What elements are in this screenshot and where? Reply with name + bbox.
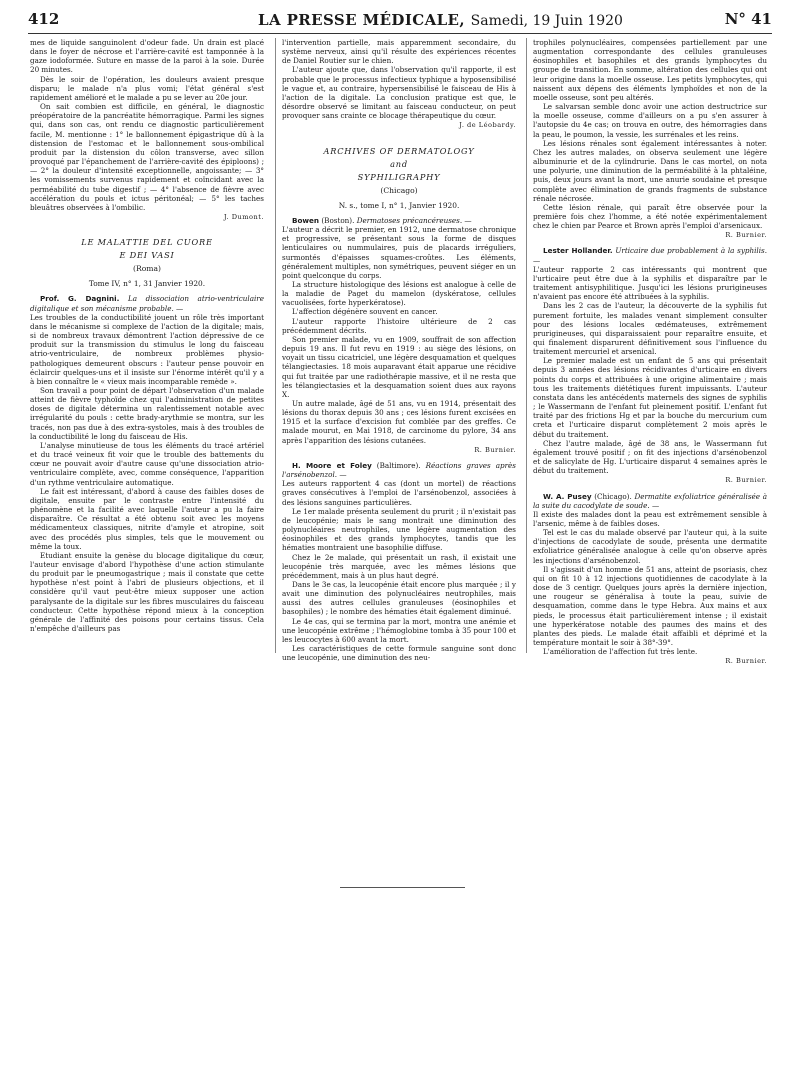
signature: R. Burnier. xyxy=(725,231,767,240)
signature: R. Burnier. xyxy=(725,476,767,485)
column-1 xyxy=(30,38,264,633)
issue-line: Tome IV, n° 1, 31 Janvier 1920. xyxy=(88,279,206,289)
signature: J. de Léobardy. xyxy=(459,121,516,130)
page-header xyxy=(28,10,772,30)
closing-rule xyxy=(340,887,465,888)
issue-number: N° 41 xyxy=(724,10,772,28)
paragraph: mes de liquide sanguinolent d'odeur fade. Un drain est placé dans le foyer de nécrose et l'arrière-cavité est tamponnée à la gaze iodoformée. Suture en masse de la paroi à la soie. Durée 20 minutes. xyxy=(30,38,264,75)
signature: R. Burnier. xyxy=(474,445,516,454)
journal-title xyxy=(258,11,623,29)
section-title xyxy=(282,145,516,184)
article-title: Réactions graves après l'arsénobenzol. xyxy=(282,460,516,480)
article-title: Urticaire due probablement à la syphilis. xyxy=(615,246,767,256)
article-heading: Bowen (Boston). Dermatoses précancéreuses. — xyxy=(292,215,472,225)
section-title-and: and xyxy=(390,158,408,169)
column-divider-2 xyxy=(526,38,527,653)
paragraph: L'auteur rapporte 2 cas intéressants qui montrent que l'urticaire peut être due à la syphilis et disparaître par le traitement antisyphilitique. Jusqu'ici les lésions prurigineuses n'avaient pas encore été attribuées à la syphilis. xyxy=(533,264,767,302)
signature: J. Dumont. xyxy=(223,212,264,221)
article-author: Prof. G. Dagnini. xyxy=(40,294,120,304)
section-title xyxy=(30,236,264,262)
paragraph: La structure histologique des lésions est analogue à celle de la maladie de Paget du mamelon (dyskératose, cellules vacuolisées, forte hyperkératose). xyxy=(282,279,516,308)
paragraph: L'auteur a décrit le premier, en 1912, une dermatose chronique et progressive, se présentant sous la forme de disques lenticulaires ou nummulaires, puis de placards irréguliers, surmontés d'épaisses squames-croûtes. Les éléments, généralement multiples, non symétriques, peuvent siéger en un point quelconque du corps. xyxy=(282,225,516,280)
issue-line: N. s., tome I, n° 1, Janvier 1920. xyxy=(338,200,460,210)
article-heading: W. A. Pusey (Chicago). Dermatite exfoliatrice généralisée à la suite du cacodylate de soude. — xyxy=(533,491,767,510)
paragraph: Dans le 3e cas, la leucopénie était encore plus marquée ; il y avait une diminution des polynucléaires neutrophiles, mais aussi des autres cellules granuleuses (éosinophiles et basophiles) ; le nombre des hématies était également diminué. xyxy=(282,579,516,617)
paragraph: Le fait est intéressant, d'abord à cause des faibles doses de digitale, ensuite par le contraste entre l'intensité du phénomène et la facilité avec laquelle l'auteur a pu la faire disparaître. Ce résultat a été obtenu soit avec les moyens médicamenteux classiques, nitrite d'amyle et atropine, soit avec des procédés plus simples, tels que le mouvement ou même la toux. xyxy=(30,486,264,551)
paragraph: L'auteur rapporte l'histoire ultérieure de 2 cas précédemment décrits. xyxy=(282,316,516,335)
paragraph: Le salvarsan semble donc avoir une action destructrice sur la moelle osseuse, comme d'ailleurs on a pu s'en assurer à l'autopsie du 4e cas; on trouva en outre, des hémorragies dans la peau, le poumon, la vessie, les surrénales et les reins. xyxy=(533,102,767,139)
paragraph: Le 4e cas, qui se termina par la mort, montra une anémie et une leucopénie extrême ; l'hémoglobine tomba à 35 pour 100 et les leucocytes à 600 avant la mort. xyxy=(282,616,516,644)
article-title: Dermatite exfoliatrice généralisée à la suite du cacodylate de soude. xyxy=(533,491,767,510)
paragraph: Il s'agissait d'un homme de 51 ans, atteint de psoriasis, chez qui on fit 10 à 12 injections quotidiennes de cacodylate à la dose de 3 centigr. Quelques jours après la dernière injection, une rougeur se généralisa à toute la peau, suivie de desquamation, comme dans le type Hebra. Aux mains et aux pieds, le processus était particulièrement intense ; il existait une hyperkératose notable des paumes des mains et des plantes des pieds. Le malade était affaibli et déprimé et la température montait le soir à 38°-39°. xyxy=(533,564,767,647)
article-city: (Baltimore). xyxy=(376,460,421,470)
paragraph: L'auteur ajoute que, dans l'observation qu'il rapporte, il est probable que le processus infectieux typhique a hyposensibilisé le vague et, au contraire, hypersensibilisé le faisceau de His à l'action de la digitale. La conclusion pratique est que, le désordre observé se limitant au faisceau conducteur, on peut provoquer sans crainte ce blocage thérapeutique du cœur. xyxy=(282,65,516,121)
page-number: 412 xyxy=(28,10,60,28)
section-city: (Chicago) xyxy=(380,185,418,195)
paragraph: L'affection dégénère souvent en cancer. xyxy=(292,307,438,317)
article-title: La dissociation atrio-ventriculaire digitalique et son mécanisme probable. xyxy=(30,294,264,313)
journal-name: LA PRESSE MÉDICALE, xyxy=(258,11,466,29)
section-title-line: ARCHIVES OF DERMATOLOGY xyxy=(323,145,475,156)
paragraph: Le premier malade est un enfant de 5 ans qui présentait depuis 3 années des lésions récidivantes d'urticaire en divers points du corps et attribuées à une origine alimentaire ; mais tous les traitements diététiques furent impuissants. L'auteur constata dans les antécédents maternels des signes de syphilis ; le Wassermann de l'enfant fut pleinement positif. L'enfant fut traité par des frictions Hg et par la bouche du mercurium cum creta et l'urticaire disparut complètement 2 mois après le début du traitement. xyxy=(533,356,767,439)
article-city: (Boston). xyxy=(321,215,355,225)
column-2 xyxy=(282,38,516,662)
column-divider-1 xyxy=(275,38,276,653)
section-city: (Roma) xyxy=(133,264,161,274)
paragraph: L'amélioration de l'affection fut très lente. xyxy=(543,647,698,657)
paragraph: Etudiant ensuite la genèse du blocage digitalique du cœur, l'auteur envisage d'abord l'hypothèse d'une action stimulante du produit par le pneumogastrique ; mais il constate que cette hypothèse n'est point à l'abri de plusieurs objections, et il considère qu'il vaut peut-être mieux supposer une action paralysante de la digitale sur les fibres musculaires du faisceau conducteur. Cette hypothèse répond mieux à la conception générale de l'affinité des poisons pour certains tissus. Cela n'empêche d'ailleurs pas xyxy=(30,550,264,634)
article-heading: H. Moore et Foley (Baltimore). Réactions graves après l'arsénobenzol. — xyxy=(282,460,516,480)
section-title-line: LE MALATTIE DEL CUORE xyxy=(81,237,213,248)
paragraph: Dès le soir de l'opération, les douleurs avaient presque disparu; le malade n'a plus vomi; l'état général s'est rapidement amélioré et le malade a pu se lever au 20e jour. xyxy=(30,74,264,102)
paragraph: Les troubles de la conductibilité jouent un rôle très important dans le mécanisme si complexe de l'action de la digitale; mais, si de nombreux travaux démontrent l'action dépressive de ce produit sur la transmission du stimulus le long du faisceau atrio-ventriculaire, de nombreux problèmes physio-pathologiques demeurent obscurs : l'auteur pense pouvoir en éclaircir quelques-uns et il insiste sur l'énorme intérêt qu'il y a à bien connaître le « vieux mais incomparable remède ». xyxy=(30,312,264,386)
paragraph: Le 1er malade présenta seulement du prurit ; il n'existait pas de leucopénie; mais le sang montrait une diminution des polynucléaires neutrophiles, une légère augmentation des éosinophiles et des grands lymphocytes, tandis que les hématies montraient une basophilie diffuse. xyxy=(282,506,516,553)
section-title-line: SYPHILIGRAPHY xyxy=(357,171,441,182)
paragraph: Cette lésion rénale, qui paraît être observée pour la première fois chez l'homme, a été notée expérimentalement chez le chien par Pearce et Brown après l'emploi d'arsenicaux. xyxy=(533,202,767,231)
paragraph: Son premier malade, vu en 1909, souffrait de son affection depuis 19 ans. Il fut revu en 1919 : au siège des lésions, on voyait un tissu cicatriciel, une légère desquamation et quelques télangiectasies. 18 mois auparavant était apparue une récidive qui fut traitée par une radiothérapie massive, et il ne resta que les télangiectasies et la desquamation soient dues aux rayons X. xyxy=(282,334,516,399)
paragraph: l'intervention partielle, mais apparemment secondaire, du système nerveux, ainsi qu'il résulte des expériences récentes de Daniel Routier sur le chien. xyxy=(282,38,516,66)
paragraph: Les lésions rénales sont également intéressantes à noter. Chez les autres malades, on observa seulement une légère albuminurie et de la cylindrurie. Dans le cas mortel, on nota une polyurie, une diminution de la perméabilité à la phtaléine, puis, deux jours avant la mort, une anurie soudaine et presque complète avec élimination de grands fragments de substance rénale nécrosée. xyxy=(533,138,767,203)
article-author: Bowen xyxy=(292,215,320,225)
column-3 xyxy=(533,38,767,666)
article-heading: Lester Hollander. Urticaire due probablement à la syphilis. — xyxy=(533,246,767,265)
article-author: Lester Hollander. xyxy=(543,246,613,256)
paragraph: Chez l'autre malade, âgé de 38 ans, le Wassermann fut également trouvé positif ; on fit des injections d'arsénobenzol et de salicylate de Hg. L'urticaire disparut 4 semaines après le début du traitement. xyxy=(533,438,767,476)
article-city: (Chicago). xyxy=(594,491,632,501)
paragraph: L'analyse minutieuse de tous les éléments du tracé artériel et du tracé veineux fit voir que le trouble des battements du cœur ne pouvait avoir d'autre cause qu'une dissociation atrio-ventriculaire complète, avec, comme conséquence, l'apparition d'un rythme ventriculaire automatique. xyxy=(30,440,264,487)
paragraph: Il existe des malades dont la peau est extrêmement sensible à l'arsenic, même à de faibles doses. xyxy=(533,509,767,528)
paragraph: Un autre malade, âgé de 51 ans, vu en 1914, présentait des lésions du thorax depuis 30 ans ; ces lésions furent excisées en 1915 et la surface d'excision fut comblée par des greffes. Ce malade mourut, en Mai 1918, de carcinome du pylore, 34 ans après l'apparition des lésions cutanées. xyxy=(282,399,516,445)
article-author: W. A. Pusey xyxy=(543,491,592,501)
article-title: Dermatoses précancéreuses. xyxy=(356,215,463,225)
paragraph: On sait combien est difficile, en général, le diagnostic préopératoire de la pancréatite hémorragique. Parmi les signes qui, dans son cas, ont rendu ce diagnostic particulièrement facile, M. mentionne : 1° le ballonnement épigastrique dû à la distension de l'estomac et le ballonnement sous-ombilical produit par la distension du côlon transverse, avec sillon provoqué par l'épanchement de l'arrière-cavité des épiploons) ; — 2° la douleur d'intensité exceptionnelle, angoissante; — 3° les vomissements survenus rapidement et coïncidant avec la perméabilité du tube digestif ; — 4° l'absence de fièvre avec accélération du pouls et ictus péritonéal; — 5° les taches bleuâtres observées à l'ombilic. xyxy=(30,102,264,212)
paragraph: Chez le 2e malade, qui présentait un rash, il existait une leucopénie très marquée, avec les mêmes lésions que précédemment, mais à un plus haut degré. xyxy=(282,552,516,580)
section-title-line: E DEI VASI xyxy=(119,250,175,261)
article-heading: Prof. G. Dagnini. La dissociation atrio-ventriculaire digitalique et son mécanisme probable. — xyxy=(30,294,264,313)
paragraph: Les caractéristiques de cette formule sanguine sont donc une leucopénie, une diminution des neu- xyxy=(282,644,516,663)
paragraph: trophiles polynucléaires, compensées partiellement par une augmentation correspondante des cellules granuleuses éosinophiles et basophiles et des grands lymphocytes du groupe de transition. En somme, altération des cellules qui ont leur origine dans la moelle osseuse. Les petits lymphocytes, qui naissent aux dépens des éléments lymphoïdes et non de la moelle osseuse, sont peu altérés. xyxy=(533,38,767,102)
paragraph: Son travail a pour point de départ l'observation d'un malade atteint de fièvre typhoïde chez qui l'administration de petites doses de digitale détermina un ralentissement notable avec irrégularité du pouls : cette brady-arythmie se montra, sur les tracés, non pas due à des extra-systoles, mais à des troubles de la conductibilité le long du faisceau de His. xyxy=(30,386,264,441)
article-author: H. Moore et Foley xyxy=(292,460,372,470)
header-rule xyxy=(28,33,772,34)
paragraph: Tel est le cas du malade observé par l'auteur qui, à la suite d'injections de cacodylate de soude, présenta une dermatite exfoliatrice généralisée analogue à celle qu'on observe après les injections d'arsénobenzol. xyxy=(533,528,767,565)
paragraph: Dans les 2 cas de l'auteur, la découverte de la syphilis fut purement fortuite, les malades venant simplement consulter pour des lésions locales œdémateuses, extrêmement prurigineuses, qui disparaissaient pour reparaître ensuite, et qui finalement disparurent définitivement sous l'influence du traitement mercuriel et arsenical. xyxy=(533,301,767,357)
paragraph: Les auteurs rapportent 4 cas (dont un mortel) de réactions graves consécutives à l'emploi de l'arsénobenzol, associées à des lésions sanguines particulières. xyxy=(282,479,516,507)
issue-date: Samedi, 19 Juin 1920 xyxy=(470,13,623,29)
signature: R. Burnier. xyxy=(725,657,767,666)
